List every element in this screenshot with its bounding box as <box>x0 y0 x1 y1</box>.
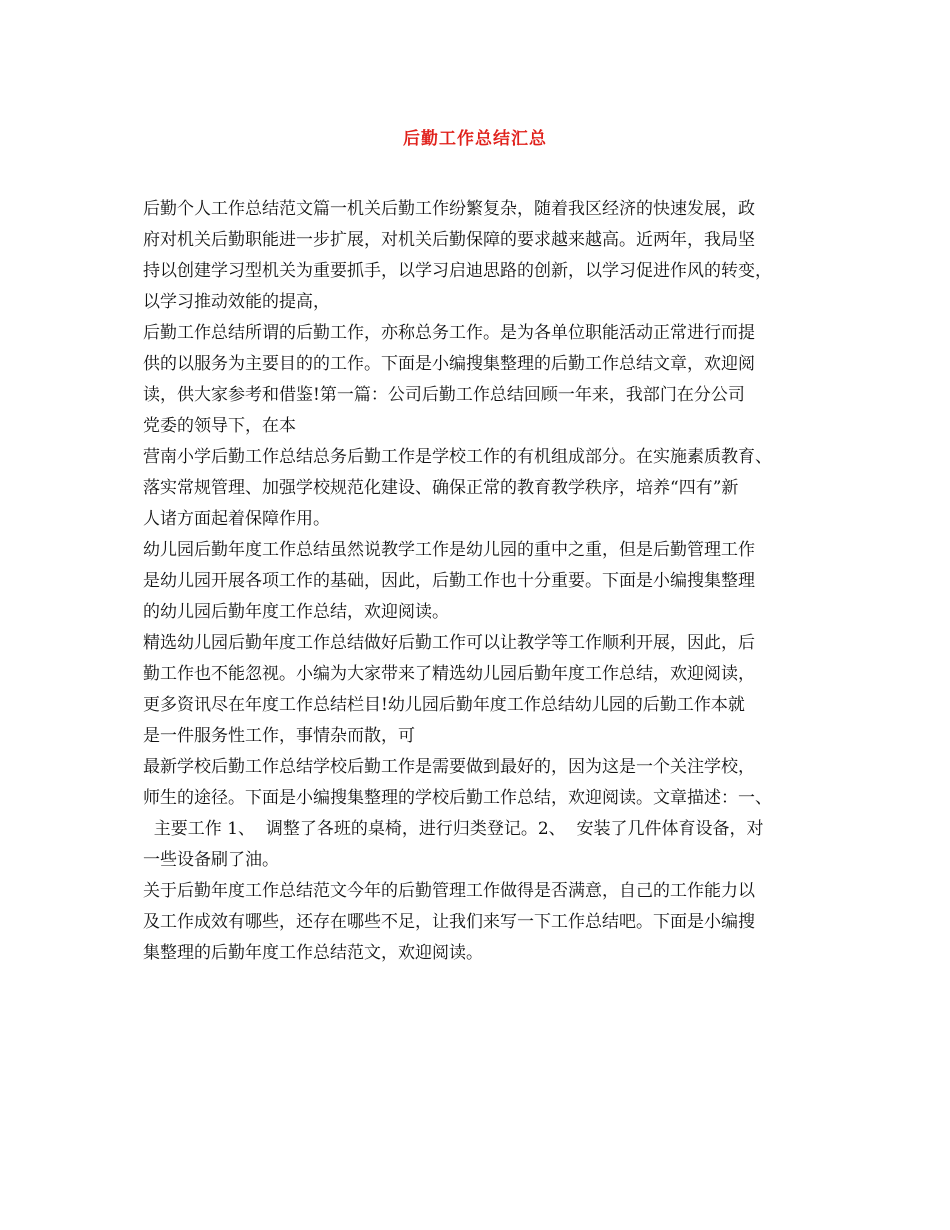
text-line: 是一件服务性工作，事情杂而散，可 <box>143 726 415 746</box>
text-line: 的幼儿园后勤年度工作总结，欢迎阅读。 <box>143 602 449 622</box>
text-line: 一些设备刷了油。 <box>143 850 279 870</box>
document-title: 后勤工作总结汇总 <box>403 129 547 149</box>
text-line: 是幼儿园开展各项工作的基础，因此，后勤工作也十分重要。下面是小编搜集整理 <box>143 571 755 591</box>
text-line: 营南小学后勤工作总结总务后勤工作是学校工作的有机组成部分。在实施素质教育、 <box>143 447 772 467</box>
text-line: 集整理的后勤年度工作总结范文，欢迎阅读。 <box>143 943 483 963</box>
text-line: 更多资讯尽在年度工作总结栏目!幼儿园后勤年度工作总结幼儿园的后勤工作本就 <box>143 695 745 715</box>
text-line: 及工作成效有哪些，还存在哪些不足，让我们来写一下工作总结吧。下面是小编搜 <box>143 912 755 932</box>
text-line: 关于后勤年度工作总结范文今年的后勤管理工作做得是否满意，自己的工作能力以 <box>143 881 755 901</box>
text-line: 精选幼儿园后勤年度工作总结做好后勤工作可以让教学等工作顺利开展，因此，后 <box>143 633 755 653</box>
text-line: 师生的途径。下面是小编搜集整理的学校后勤工作总结，欢迎阅读。文章描述：一、 <box>143 788 772 808</box>
text-line: 主要工作 1、 调整了各班的桌椅，进行归类登记。2、 安装了几件体育设备，对 <box>143 819 764 839</box>
text-line: 人诸方面起着保障作用。 <box>143 509 330 529</box>
text-line: 勤工作也不能忽视。小编为大家带来了精选幼儿园后勤年度工作总结，欢迎阅读， <box>143 664 755 684</box>
text-line: 后勤工作总结所谓的后勤工作，亦称总务工作。是为各单位职能活动正常进行而提 <box>143 323 755 343</box>
text-line: 读，供大家参考和借鉴!第一篇：公司后勤工作总结回顾一年来，我部门在分公司 <box>143 385 745 405</box>
text-line: 落实常规管理、加强学校规范化建设、确保正常的教育教学秩序，培养“四有”新 <box>143 478 739 498</box>
text-line: 党委的领导下，在本 <box>143 416 296 436</box>
text-line: 最新学校后勤工作总结学校后勤工作是需要做到最好的，因为这是一个关注学校， <box>143 757 755 777</box>
text-line: 供的以服务为主要目的的工作。下面是小编搜集整理的后勤工作总结文章，欢迎阅 <box>143 354 755 374</box>
text-line: 以学习推动效能的提高， <box>143 292 330 312</box>
document-body <box>143 194 843 969</box>
text-line: 府对机关后勤职能进一步扩展，对机关后勤保障的要求越来越高。近两年，我局坚 <box>143 230 755 250</box>
text-line: 幼儿园后勤年度工作总结虽然说教学工作是幼儿园的重中之重，但是后勤管理工作 <box>143 540 755 560</box>
text-line: 后勤个人工作总结范文篇一机关后勤工作纷繁复杂，随着我区经济的快速发展，政 <box>143 199 755 219</box>
text-line: 持以创建学习型机关为重要抓手，以学习启迪思路的创新，以学习促进作风的转变， <box>143 261 772 281</box>
